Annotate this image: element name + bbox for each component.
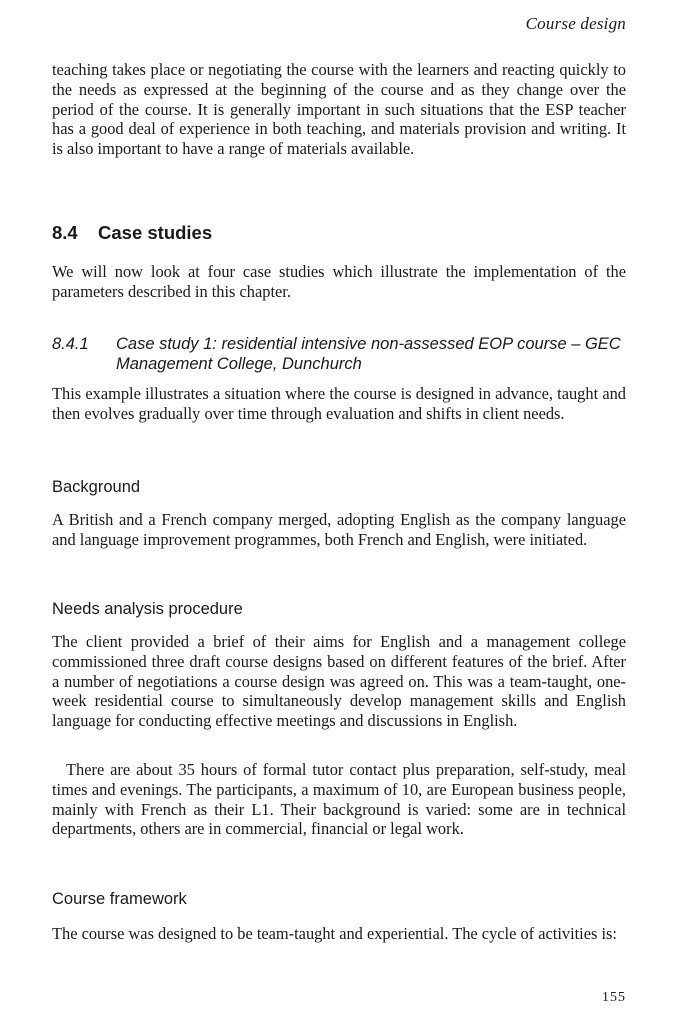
section-heading — [52, 222, 212, 244]
subsection-heading — [52, 334, 626, 374]
intro-paragraph: teaching takes place or negotiating the course with the learners and reacting quickly to the needs as expressed at the beginning of the course and as they change over the period of the course. It is generally important in such situations that the ESP teacher has a good deal of experience in both teaching, and materials provision and writing. It is also important to have a range of materials available. — [52, 60, 626, 159]
background-text: A British and a French company merged, adopting English as the company language and language improvement programmes, both French and English, were initiated. — [52, 510, 626, 549]
subsection-intro: This example illustrates a situation where the course is designed in advance, taught and then evolves gradually over time through evaluation and shifts in client needs. — [52, 384, 626, 423]
course-framework-text: The course was designed to be team-taught and experiential. The cycle of activities is: — [52, 924, 617, 943]
section-intro: We will now look at four case studies which illustrate the implementation of the parameters described in this chapter. — [52, 262, 626, 301]
needs-analysis-heading: Needs analysis procedure — [52, 600, 243, 618]
section-title: Case studies — [98, 222, 213, 243]
page-number: 155 — [602, 990, 626, 1005]
subsection-number: 8.4.1 — [52, 335, 89, 353]
subsection-title: Case study 1: residential intensive non-assessed EOP course – GEC Management College, Dunchurch — [116, 335, 621, 373]
book-page — [52, 0, 626, 1024]
background-heading: Background — [52, 478, 141, 496]
running-head: Course design — [525, 14, 626, 33]
needs-analysis-paragraph-1: The client provided a brief of their aims for English and a management college commissioned three draft course designs based on different features of the brief. After a number of negotiations a course design was agreed on. This was a team-taught, one-week residential course to simultaneously develop management skills and English language for conducting effective meetings and discussions in English. — [52, 632, 626, 731]
course-framework-heading: Course framework — [52, 890, 187, 908]
section-number: 8.4 — [52, 222, 78, 243]
needs-analysis-paragraph-2: There are about 35 hours of formal tutor contact plus preparation, self-study, meal times and evenings. The participants, a maximum of 10, are European business people, mainly with French as their L1. Their background is varied: some are in technical departments, others are in commercial, financial or legal work. — [52, 760, 626, 839]
